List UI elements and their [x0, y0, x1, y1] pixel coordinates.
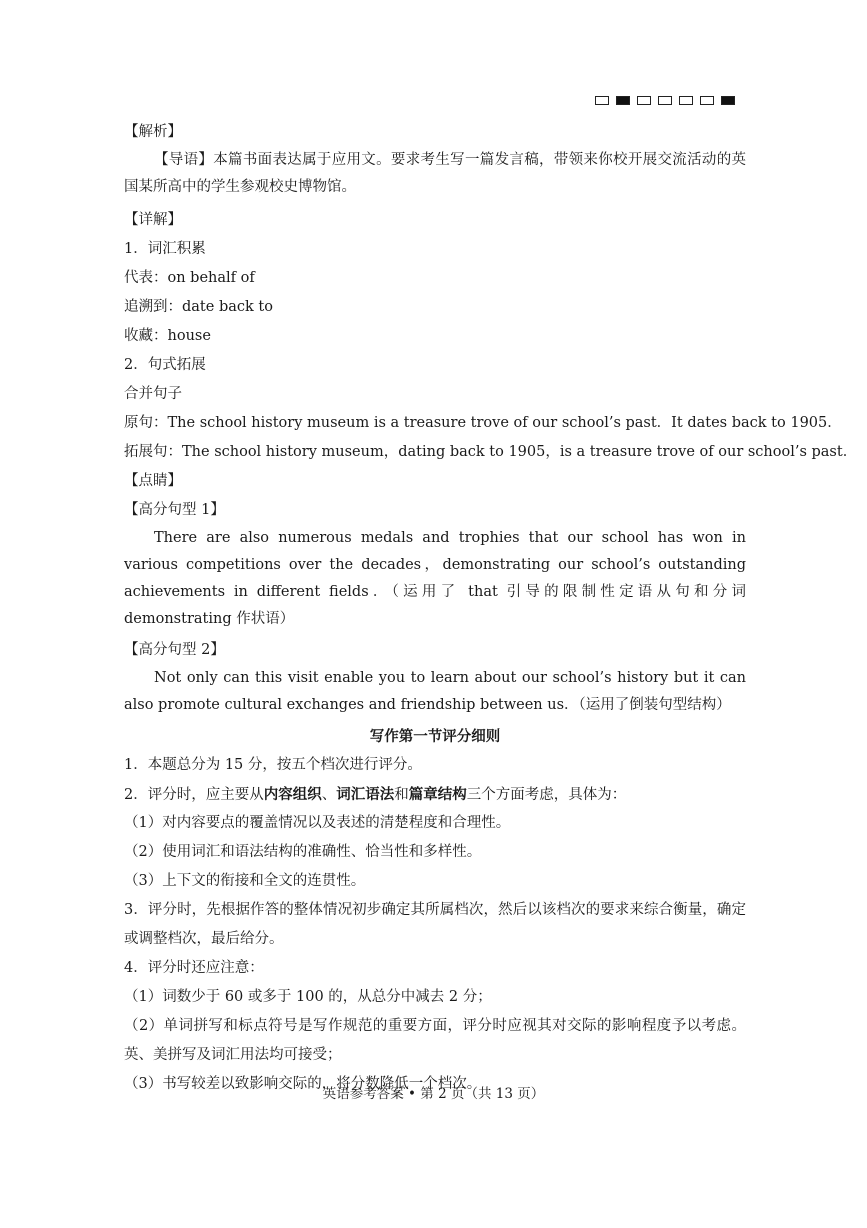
vocab-heading: 1．词汇积累 — [124, 241, 206, 257]
rubric-item-4: 4．评分时还应注意： — [124, 960, 264, 976]
guide-paragraph: 【导语】本篇书面表达属于应用文。要求考生写一篇发言稿，带领来你校开展交流活动的英国某所高中的学生参观校史博物馆。 — [124, 152, 746, 195]
rubric-item-2-sep-2: 和 — [394, 787, 409, 803]
header-mark — [616, 96, 630, 105]
rubric-title: 写作第一节评分细则 — [369, 728, 501, 745]
rubric-item-2-bold-2: 词汇语法 — [336, 786, 395, 803]
document-body — [124, 118, 858, 1099]
rubric-item-4-sub: （1）词数少于 60 或多于 100 的，从总分中减去 2 分； — [124, 989, 492, 1005]
header-mark — [637, 96, 651, 105]
sentence-heading: 2．句式拓展 — [124, 357, 206, 373]
header-mark — [721, 96, 735, 105]
expanded-sentence: 拓展句：The school history museum，dating back to 1905，is a treasure trove of our school’s past． — [124, 444, 858, 460]
page-footer: 英语参考答案 • 第 2 页（共 13 页） — [322, 1086, 545, 1102]
header-mark — [700, 96, 714, 105]
header-marks — [595, 96, 735, 105]
rubric-item-2-prefix: 2．评分时，应主要从 — [124, 787, 264, 803]
rubric-item-2-suffix: 三个方面考虑，具体为： — [466, 787, 627, 803]
rubric-item-4-sub: （2）单词拼写和标点符号是写作规范的重要方面，评分时应视其对交际的影响程度予以考虑。英、美拼写及词汇用法均可接受； — [124, 1018, 746, 1063]
vocab-item: 收藏：house — [124, 328, 211, 344]
pattern1-paragraph: There are also numerous medals and trophies that our school has won in various competitions over the decades，demonstrating our school’s outstanding achievements in different fields．（运用了 that 引导的限制性定语从句和分词 demonstrating 作状语） — [124, 530, 746, 627]
analysis-heading: 【解析】 — [124, 124, 182, 140]
vocab-item: 代表：on behalf of — [124, 270, 255, 286]
header-mark — [679, 96, 693, 105]
rubric-item-2-bold-1: 内容组织 — [263, 786, 322, 803]
header-mark — [658, 96, 672, 105]
rubric-item-3: 3．评分时，先根据作答的整体情况初步确定其所属档次，然后以该档次的要求来综合衡量，确定或调整档次，最后给分。 — [124, 902, 746, 947]
rubric-item-2-sub: （2）使用词汇和语法结构的准确性、恰当性和多样性。 — [124, 844, 482, 860]
rubric-item-2 — [124, 780, 746, 809]
merge-heading: 合并句子 — [124, 386, 182, 402]
rubric-item-2-bold-3: 篇章结构 — [408, 786, 467, 803]
pattern1-heading: 【高分句型 1】 — [124, 502, 225, 518]
rubric-item-2-sub: （1）对内容要点的覆盖情况以及表述的清楚程度和合理性。 — [124, 815, 511, 831]
pattern2-paragraph: Not only can this visit enable you to learn about our school’s history but it can also promote cultural exchanges and friendship between us．（运用了倒装句型结构） — [124, 670, 746, 713]
rubric-item-1: 1．本题总分为 15 分，按五个档次进行评分。 — [124, 757, 422, 773]
vocab-item: 追溯到：date back to — [124, 299, 273, 315]
rubric-item-2-sub: （3）上下文的衔接和全文的连贯性。 — [124, 873, 366, 889]
pattern2-heading: 【高分句型 2】 — [124, 642, 225, 658]
highlight-heading: 【点睛】 — [124, 473, 182, 489]
original-sentence: 原句：The school history museum is a treasure trove of our school’s past．It dates back to 1905． — [124, 415, 842, 431]
header-mark — [595, 96, 609, 105]
rubric-item-2-sep-1: 、 — [321, 787, 337, 803]
rubric-item-4-sub: （3）书写较差以致影响交际的，将分数降低一个档次。 — [124, 1076, 482, 1092]
detail-heading: 【详解】 — [124, 212, 182, 228]
